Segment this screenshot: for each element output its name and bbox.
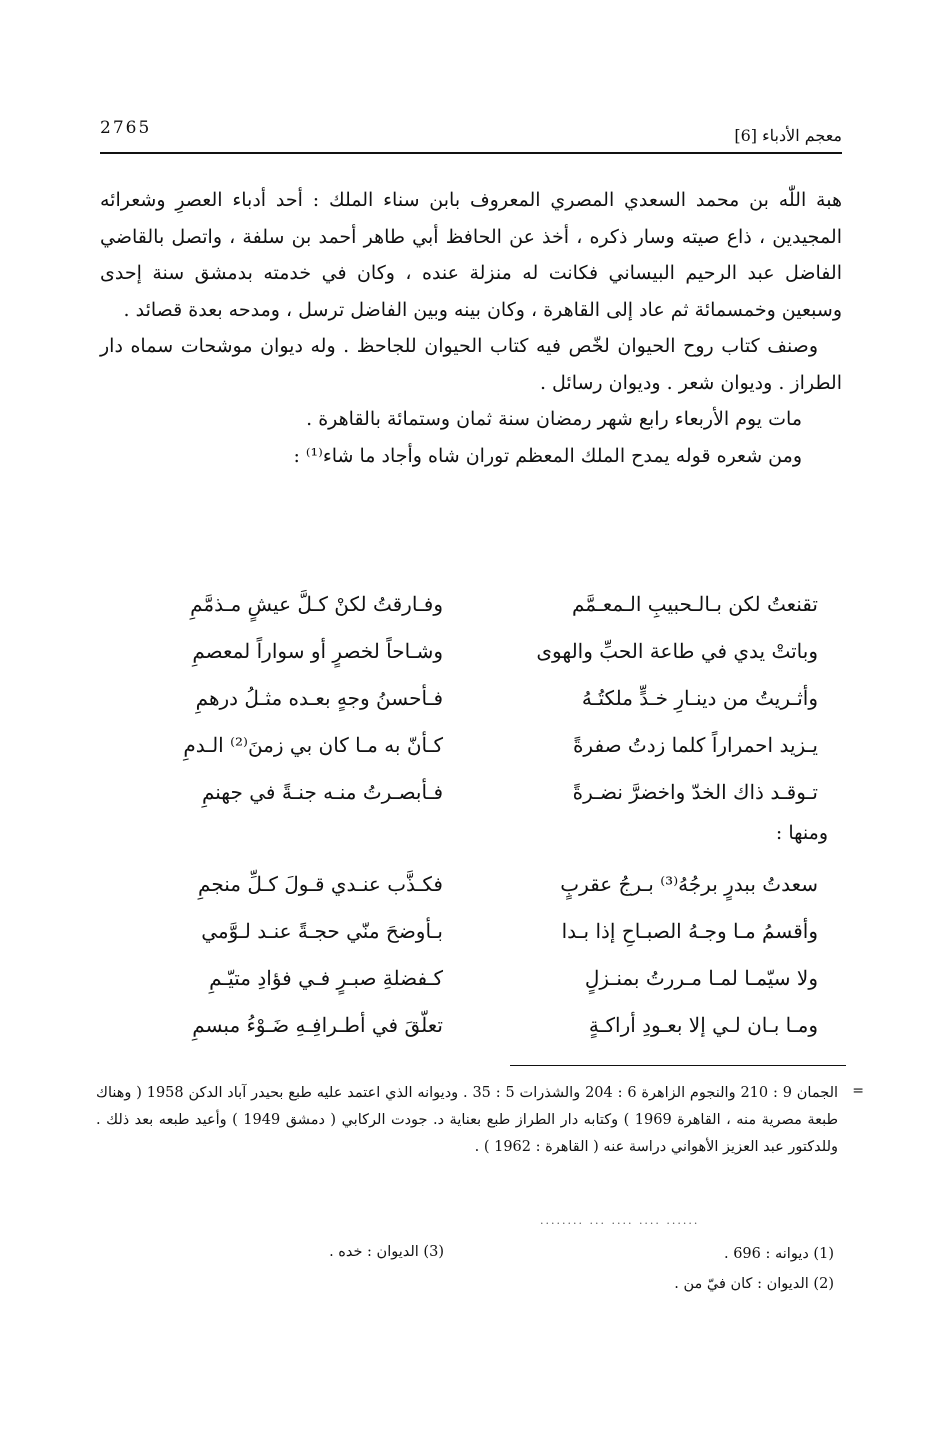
death-paragraph: مات يوم الأربعاء رابع شهر رمضان سنة ثمان وستمائة بالقاهرة . — [306, 408, 802, 430]
hemistich-first: وباتتْ يدي في طاعة الحبِّ والهوى — [536, 638, 818, 663]
footnote-continuation-text: الجمان 9 : 210 والنجوم الزاهرة 6 : 204 والشذرات 5 : 35 . وديوانه الذي اعتمد عليه طبع بحيدر آباد الدكن 1958 ( وهناك طبعة مصرية منه ، القاهرة 1969 ) وكتابه دار الطراز طبع بعناية د. جودت الركابي ( دمشق 1949 ) وأعيد طبعه بعد ذلك . وللدكتور عبد العزيز الأهواني دراسة عنه ( القاهرة : 1962 ) . — [96, 1085, 839, 1155]
hemistich-second: وشـاحاً لخصرٍ أو سواراً لمعصمِ — [192, 638, 443, 663]
running-head: معجم الأدباء [6] — [734, 126, 842, 145]
header-rule — [100, 152, 842, 154]
footnote-3: (3) الديوان : خده . — [329, 1244, 444, 1260]
verse — [128, 721, 818, 768]
works-paragraph: وصنف كتاب روح الحيوان لخّص فيه كتاب الحيوان للجاحظ . وله ديوان موشحات سماه دار الطراز . وديوان شعر . وديوان رسائل . — [100, 335, 842, 394]
hemistich-first: يـزيد احمراراً كلما زدتُ صفرةً — [572, 732, 818, 757]
body-text — [100, 182, 842, 474]
footnote-2: (2) الديوان : كان فيّ من . — [674, 1276, 834, 1292]
footnote-rule — [510, 1065, 846, 1066]
footnote-continuation — [96, 1080, 838, 1161]
poem-first-stanza — [128, 580, 818, 815]
poem-intro-paragraph: ومن شعره قوله يمدح الملك المعظم توران شاه وأجاد ما شاء⁽¹⁾ : — [293, 444, 802, 467]
hemistich-second: كـأنّ به مـا كان بي زمنَ⁽²⁾ الـدمِ — [183, 732, 443, 757]
verse — [128, 1001, 818, 1048]
hemistich-second: فكـذَّب عنـدي قـولَ كـلِّ منجمِ — [198, 871, 443, 896]
footnote-dots: ........ ... .... .... ...... — [540, 1214, 700, 1227]
poem-second-stanza — [128, 860, 818, 1048]
hemistich-first: وأثـريتُ من دينـارِ خـدٍّ ملكتُـهُ — [581, 685, 818, 710]
hemistich-second: كـفضلةِ صبـرٍ فـي فؤادِ متيّـمِ — [209, 965, 443, 990]
verse — [128, 860, 818, 907]
footnote-1: (1) ديوانه : 696 . — [723, 1246, 834, 1262]
hemistich-first: وأقسمُ مـا وجـهُ الصبـاحِ إذا بـدا — [561, 918, 818, 943]
hemistich-first: ومـا بـان لـي إلا بعـودِ أراكـةٍ — [588, 1012, 818, 1037]
stanza-label: ومنها : — [775, 822, 828, 844]
verse — [128, 580, 818, 627]
hemistich-first: ولا سيّمـا لمـا مـررتُ بمنـزلٍ — [584, 965, 818, 990]
hemistich-first: سعدتُ ببدرٍ برجُهُ⁽³⁾ بـرجُ عقربٍ — [560, 871, 818, 896]
hemistich-first: تـوقـد ذاك الخدّ واخضرَّ نضـرةً — [572, 779, 818, 804]
verse — [128, 954, 818, 1001]
hemistich-second: فـأبصـرتُ منـه جنـةً في جهنمِ — [201, 779, 443, 804]
hemistich-second: بـأوضحَ منّي حجـةً عنـد لـوَّمي — [201, 918, 443, 943]
biography-paragraph: هبة اللّٰه بن محمد السعدي المصري المعروف بابن سناء الملك : أحد أدباء العصرِ وشعرائه المجيدين ، ذاع صيته وسار ذكره ، أخذ عن الحافظ أبي طاهر أحمد بن سلفة ، واتصل بالقاضي الفاضل عبد الرحيم البيساني فكانت له منزلة عنده ، وكان في خدمته بدمشق سنة إحدى وسبعين وخمسمائة ثم عاد إلى القاهرة ، وكان بينه وبين الفاضل ترسل ، ومدحه بعدة قصائد . — [100, 189, 842, 321]
hemistich-second: وفـارقتُ لكنْ كـلَّ عيشٍ مـذمَّمِ — [190, 591, 443, 616]
hemistich-first: تقنعتُ لكن بـالـحبيبِ الـمعـمَّم — [572, 591, 818, 616]
continued-mark: = — [852, 1083, 864, 1099]
hemistich-second: فـأحسنُ وجهٍ بعـده مثـلُ درهمِ — [195, 685, 443, 710]
verse — [128, 768, 818, 815]
page-number: 2765 — [100, 118, 152, 138]
verse — [128, 627, 818, 674]
verse — [128, 674, 818, 721]
hemistich-second: تعلّقَ في أطـرافِـهِ ضَـوْءُ مبسمِ — [192, 1012, 443, 1037]
verse — [128, 907, 818, 954]
